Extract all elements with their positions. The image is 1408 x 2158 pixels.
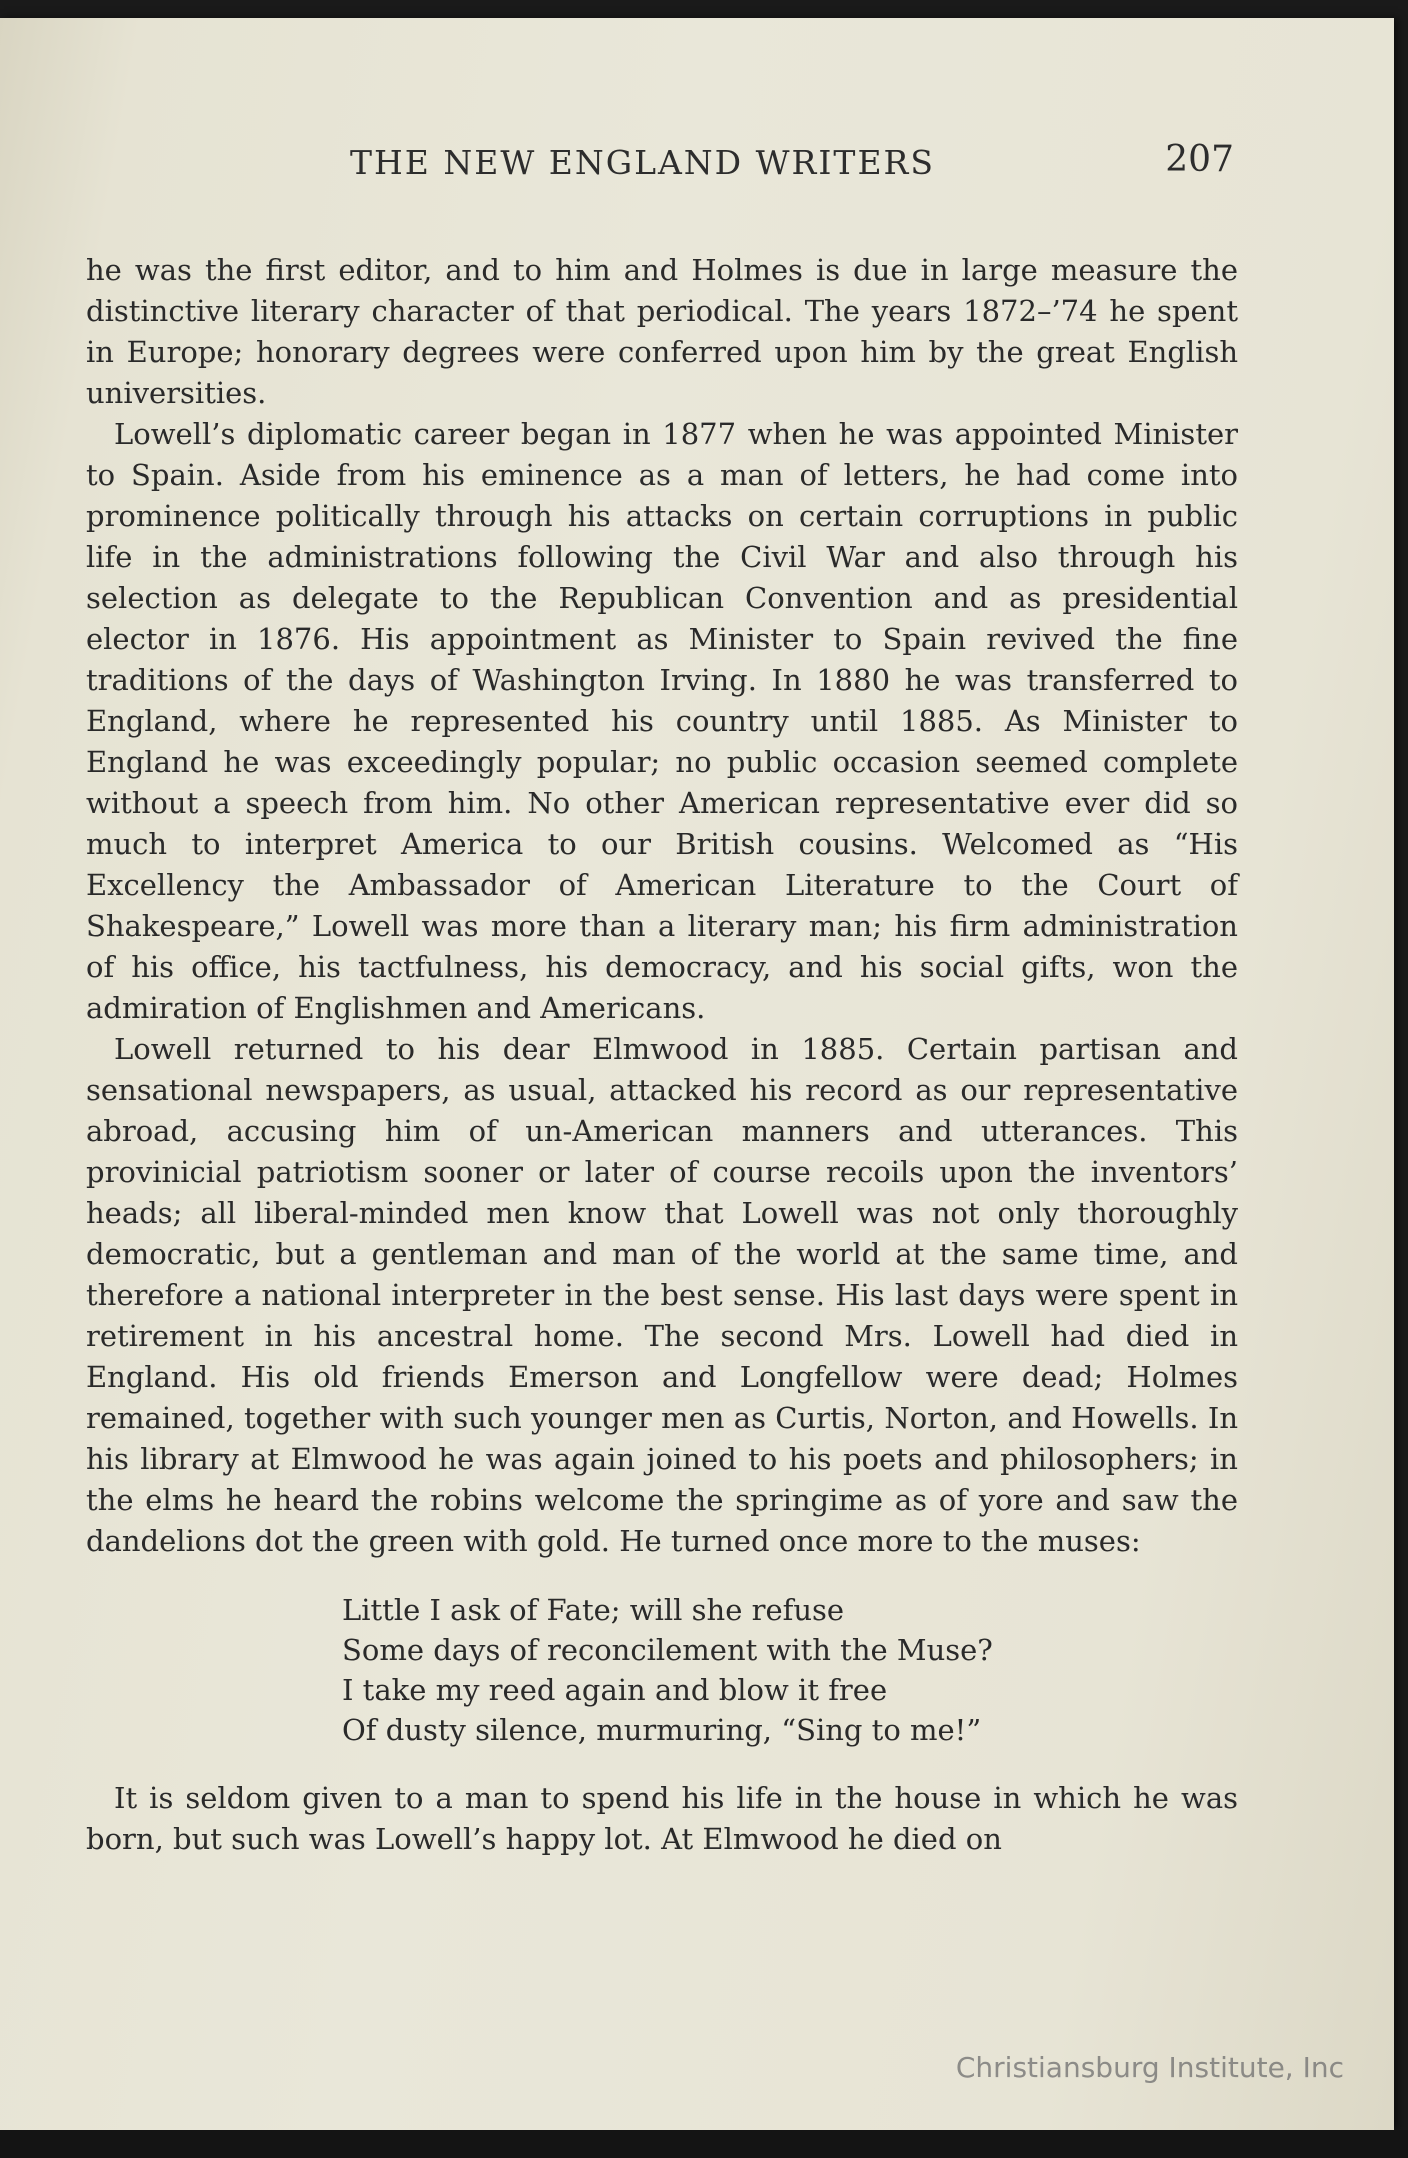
poem-line: Some days of reconcilement with the Muse? bbox=[342, 1633, 993, 1667]
scan-edge bbox=[0, 2130, 1408, 2158]
paragraph-continued: he was the first editor, and to him and Holmes is due in large measure the distinctive literary character of that periodical. The years 1872–’74 he spent in Europe; honorary degrees were conferred upon him by the great English universities. bbox=[86, 253, 1238, 410]
poem-quotation bbox=[342, 1590, 1238, 1750]
page-body bbox=[86, 250, 1238, 1860]
watermark: Christiansburg Institute, Inc bbox=[955, 2051, 1344, 2084]
running-title: THE NEW ENGLAND WRITERS bbox=[350, 143, 935, 182]
page-number: 207 bbox=[1165, 139, 1234, 180]
paragraph-final: It is seldom given to a man to spend his life in the house in which he was born, but such was Lowell’s happy lot. At Elmwood he died on bbox=[86, 1781, 1238, 1856]
poem-line: I take my reed again and blow it free bbox=[342, 1673, 888, 1707]
paragraph-return-to-elmwood: Lowell returned to his dear Elmwood in 1885. Certain partisan and sensational newspapers, as usual, attacked his record as our representative abroad, accusing him of un-American manners and utterances. This provinicial patriotism sooner or later of course recoils upon the inventors’ heads; all liberal-minded men know that Lowell was not only thoroughly democratic, but a gentleman and man of the world at the same time, and therefore a national interpreter in the best sense. His last days were spent in retirement in his ancestral home. The second Mrs. Lowell had died in England. His old friends Emerson and Longfellow were dead; Holmes remained, together with such younger men as Curtis, Norton, and Howells. In his library at Elmwood he was again joined to his poets and philosophers; in the elms he heard the robins welcome the springime as of yore and saw the dandelions dot the green with gold. He turned once more to the muses: bbox=[86, 1032, 1238, 1558]
paragraph-diplomatic-career: Lowell’s diplomatic career began in 1877 when he was appointed Minister to Spain. Aside from his eminence as a man of letters, he had come into prominence politically through his attacks on certain corruptions in public life in the administrations following the Civil War and also through his selection as delegate to the Republican Convention and as presidential elector in 1876. His appointment as Minister to Spain revived the fine traditions of the days of Washington Irving. In 1880 he was transferred to England, where he represented his country until 1885. As Minister to England he was exceedingly popular; no public occasion seemed complete without a speech from him. No other American representative ever did so much to interpret America to our British cousins. Welcomed as “His Excellency the Ambassador of American Literature to the Court of Shakespeare,” Lowell was more than a literary man; his firm administration of his office, his tactfulness, his democracy, and his social gifts, won the admiration of Englishmen and Americans. bbox=[86, 417, 1238, 1025]
poem-line: Little I ask of Fate; will she refuse bbox=[342, 1593, 845, 1627]
poem-line: Of dusty silence, murmuring, “Sing to me!” bbox=[342, 1713, 982, 1747]
book-page bbox=[0, 18, 1394, 2130]
page-header bbox=[350, 139, 1234, 193]
